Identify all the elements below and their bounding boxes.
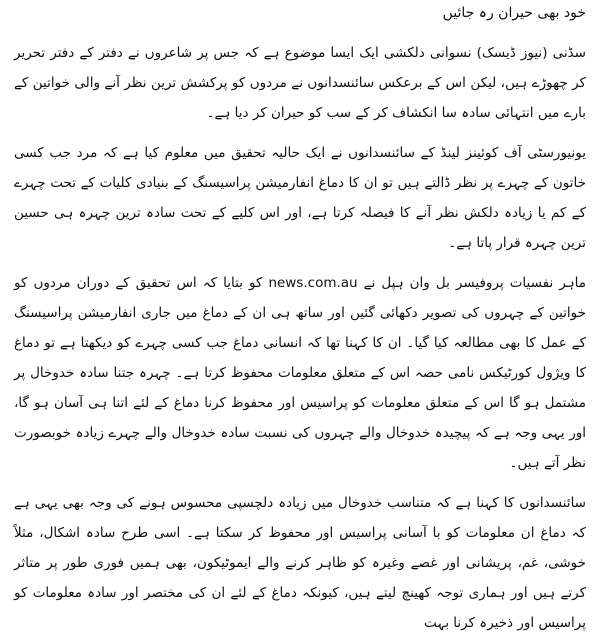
article-title: خود بھی حیران رہ جائیں xyxy=(442,5,586,21)
article-paragraph-1: سڈنی (نیوز ڈیسک) نسوانی دلکشی ایک ایسا موضوع ہے کہ جس پر شاعروں نے دفتر کے دفتر تحریر کر چھوڑے ہیں، لیکن اس کے برعکس سائنسدانوں نے مردوں کو پرکشش ترین نظر آنے والی خواتین کے بارے میں انتہائی سادہ سا انکشاف کر کے سب کو حیران کر دیا ہے۔ xyxy=(14,45,586,121)
article-paragraph-3: ماہر نفسیات پروفیسر بل وان ہپل نے news.com.au کو بتایا کہ اس تحقیق کے دوران مردوں کو خواتین کے چہروں کی تصویر دکھائی گئیں اور ساتھ ہی ان کے دماغ میں جاری انفارمیشن پراسیسنگ کے عمل کا بھی مطالعہ کیا گیا۔ ان کا کہنا تھا کہ انسانی دماغ جب کسی چہرے کو دیکھتا ہے تو دماغ کا ویژول کورٹیکس نامی حصہ اس کے متعلق معلومات محفوظ کرتا ہے۔ چہرہ جتنا سادہ خدوخال پر مشتمل ہو گا اس کے متعلق معلومات کو پراسیس اور محفوظ کرنا دماغ کے لئے اتنا ہی آسان ہو گا، اور یہی وجہ ہے کہ پیچیدہ خدوخال والے چہروں کی نسبت سادہ خدوخال والے چہرے زیادہ خوبصورت نظر آتے ہیں۔ xyxy=(14,275,586,471)
article-paragraph-2: یونیورسٹی آف کوئینز لینڈ کے سائنسدانوں نے ایک حالیہ تحقیق میں معلوم کیا ہے کہ مرد جب کسی خاتون کے چہرے پر نظر ڈالتے ہیں تو ان کا دماغ انفارمیشن پراسیسنگ کے بنیادی کلیات کے تحت چہرے کے کم یا زیادہ دلکش نظر آنے کا فیصلہ کرتا ہے، اور اس کلیے کے تحت سادہ ترین چہرہ ہی حسین ترین چہرہ قرار پاتا ہے۔ xyxy=(14,145,586,251)
article-paragraph-4: سائنسدانوں کا کہنا ہے کہ متناسب خدوخال میں زیادہ دلچسپی محسوس ہونے کی وجہ بھی یہی ہے کہ دماغ ان معلومات کو با آسانی پراسیس اور محفوظ کر سکتا ہے۔ اسی طرح سادہ اشکال، مثلاً خوشی، غم، پریشانی اور غصے وغیرہ کو ظاہر کرنے والے ایموٹیکون، بھی ہمیں فوری طور پر متاثر کرتے ہیں اور ہماری توجہ کھینچ لیتے ہیں، کیونکہ دماغ کے لئے ان کی مختصر اور سادہ معلومات کو پراسیس اور ذخیرہ کرنا بہت xyxy=(14,495,586,631)
